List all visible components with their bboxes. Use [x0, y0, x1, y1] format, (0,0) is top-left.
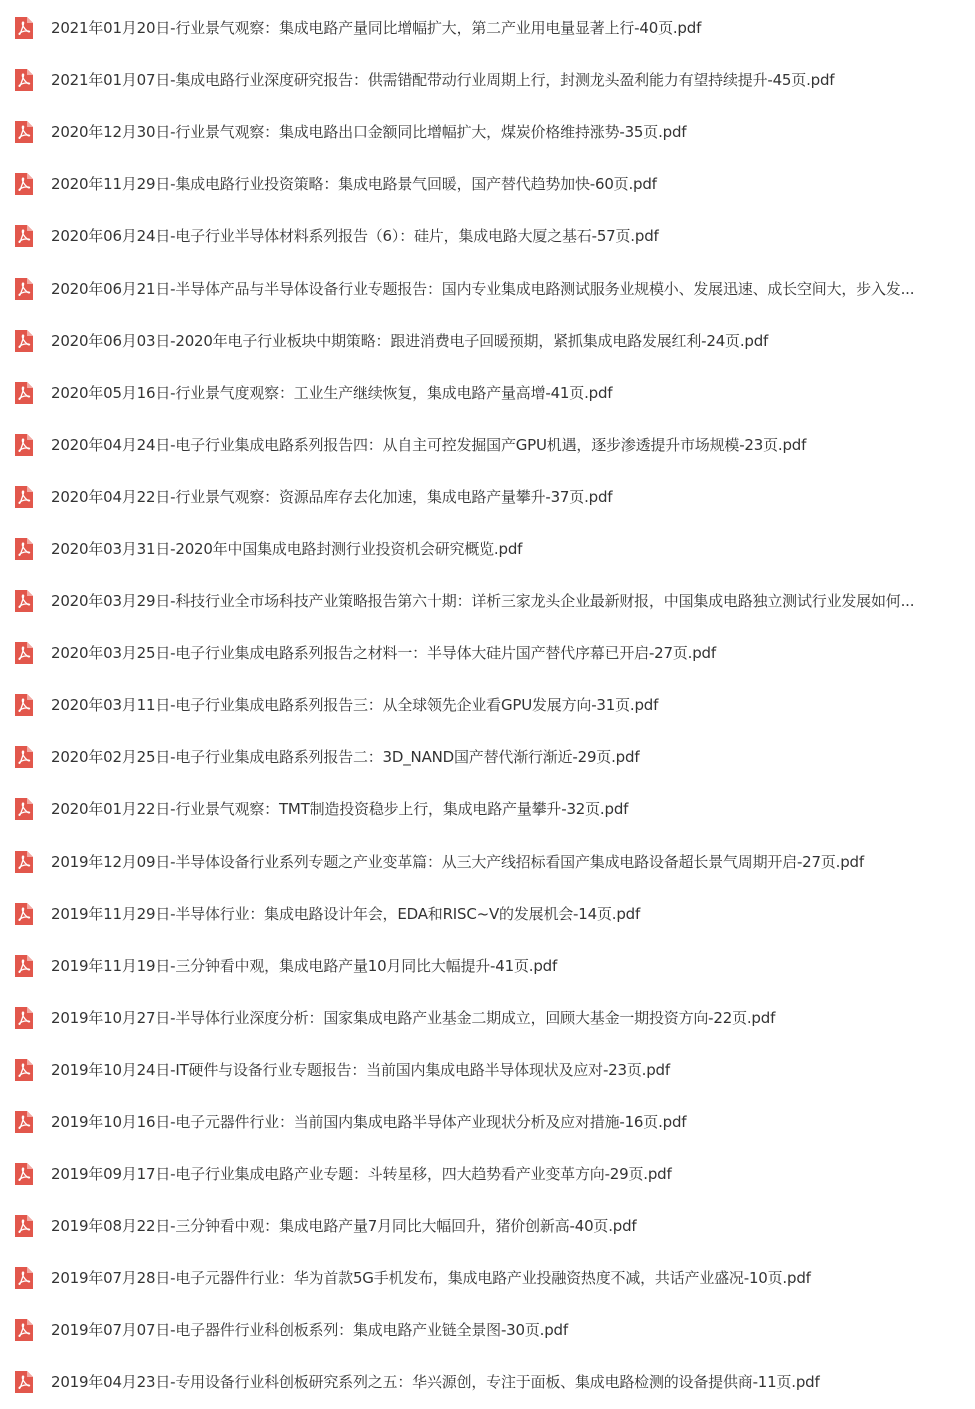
file-name[interactable]: 2020年05月16日-行业景气度观察：工业生产继续恢复，集成电路产量高增-41页.pdf [51, 383, 613, 402]
file-row[interactable] [0, 1096, 975, 1148]
file-name[interactable]: 2020年03月31日-2020年中国集成电路封测行业投资机会研究概览.pdf [51, 539, 523, 558]
pdf-file-icon [12, 1110, 36, 1134]
pdf-file-icon [12, 797, 36, 821]
pdf-file-icon [12, 1370, 36, 1394]
file-row[interactable] [0, 679, 975, 731]
file-row[interactable] [0, 1304, 975, 1356]
file-row[interactable] [0, 1148, 975, 1200]
file-name[interactable]: 2020年06月03日-2020年电子行业板块中期策略：跟进消费电子回暖预期，紧抓集成电路发展红利-24页.pdf [51, 331, 769, 350]
file-name[interactable]: 2020年03月29日-科技行业全市场科技产业策略报告第六十期：详析三家龙头企业最新财报，中国集成电路独立测试行业发展如何... [51, 592, 915, 611]
pdf-file-icon [12, 745, 36, 769]
file-row[interactable] [0, 523, 975, 575]
file-name[interactable]: 2020年06月21日-半导体产品与半导体设备行业专题报告：国内专业集成电路测试服务业规模小、发展迅速、成长空间大，步入发... [51, 279, 915, 298]
pdf-file-icon [12, 1266, 36, 1290]
file-name[interactable]: 2019年10月16日-电子元器件行业：当前国内集成电路半导体产业现状分析及应对措施-16页.pdf [51, 1113, 687, 1132]
file-row[interactable] [0, 1044, 975, 1096]
file-row[interactable] [0, 419, 975, 471]
file-name[interactable]: 2020年03月11日-电子行业集成电路系列报告三：从全球领先企业看GPU发展方向-31页.pdf [51, 696, 659, 715]
file-name[interactable]: 2019年11月29日-半导体行业：集成电路设计年会，EDA和RISC~V的发展机会-14页.pdf [51, 904, 641, 923]
file-row[interactable] [0, 210, 975, 262]
pdf-file-icon [12, 277, 36, 301]
file-name[interactable]: 2020年01月22日-行业景气观察：TMT制造投资稳步上行，集成电路产量攀升-32页.pdf [51, 800, 629, 819]
file-name[interactable]: 2019年12月09日-半导体设备行业系列专题之产业变革篇：从三大产线招标看国产集成电路设备超长景气周期开启-27页.pdf [51, 852, 864, 871]
pdf-file-icon [12, 172, 36, 196]
pdf-file-icon [12, 1162, 36, 1186]
pdf-file-icon [12, 433, 36, 457]
file-name[interactable]: 2020年03月25日-电子行业集成电路系列报告之材料一：半导体大硅片国产替代序幕已开启-27页.pdf [51, 644, 716, 663]
file-row[interactable] [0, 575, 975, 627]
file-row[interactable] [0, 836, 975, 888]
file-name[interactable]: 2019年04月23日-专用设备行业科创板研究系列之五：华兴源创，专注于面板、集成电路检测的设备提供商-11页.pdf [51, 1373, 820, 1392]
pdf-file-icon [12, 485, 36, 509]
file-row[interactable] [0, 106, 975, 158]
pdf-file-icon [12, 641, 36, 665]
file-row[interactable] [0, 1252, 975, 1304]
pdf-file-icon [12, 329, 36, 353]
file-row[interactable] [0, 888, 975, 940]
file-row[interactable] [0, 783, 975, 835]
file-row[interactable] [0, 940, 975, 992]
file-name[interactable]: 2020年06月24日-电子行业半导体材料系列报告（6）：硅片，集成电路大厦之基石-57页.pdf [51, 227, 659, 246]
file-name[interactable]: 2019年10月24日-IT硬件与设备行业专题报告：当前国内集成电路半导体现状及应对-23页.pdf [51, 1060, 670, 1079]
file-name[interactable]: 2020年04月22日-行业景气观察：资源品库存去化加速，集成电路产量攀升-37页.pdf [51, 487, 613, 506]
file-row[interactable] [0, 315, 975, 367]
file-name[interactable]: 2019年08月22日-三分钟看中观：集成电路产量7月同比大幅回升，猪价创新高-40页.pdf [51, 1217, 637, 1236]
file-name[interactable]: 2019年09月17日-电子行业集成电路产业专题：斗转星移，四大趋势看产业变革方向-29页.pdf [51, 1165, 672, 1184]
pdf-file-icon [12, 16, 36, 40]
pdf-file-icon [12, 902, 36, 926]
file-name[interactable]: 2019年11月19日-三分钟看中观，集成电路产量10月同比大幅提升-41页.pdf [51, 956, 558, 975]
file-row[interactable] [0, 627, 975, 679]
file-row[interactable] [0, 992, 975, 1044]
pdf-file-icon [12, 120, 36, 144]
file-row[interactable] [0, 262, 975, 314]
file-name[interactable]: 2019年07月28日-电子元器件行业：华为首款5G手机发布，集成电路产业投融资热度不减，共话产业盛况-10页.pdf [51, 1269, 811, 1288]
pdf-file-icon [12, 224, 36, 248]
file-row[interactable] [0, 1356, 975, 1408]
file-row[interactable] [0, 2, 975, 54]
pdf-file-icon [12, 1058, 36, 1082]
pdf-file-icon [12, 537, 36, 561]
file-name[interactable]: 2020年04月24日-电子行业集成电路系列报告四：从自主可控发掘国产GPU机遇，逐步渗透提升市场规模-23页.pdf [51, 435, 807, 454]
file-row[interactable] [0, 54, 975, 106]
pdf-file-icon [12, 850, 36, 874]
file-name[interactable]: 2020年02月25日-电子行业集成电路系列报告二：3D_NAND国产替代渐行渐近-29页.pdf [51, 748, 640, 767]
file-row[interactable] [0, 367, 975, 419]
file-row[interactable] [0, 1200, 975, 1252]
pdf-file-icon [12, 693, 36, 717]
file-name[interactable]: 2020年11月29日-集成电路行业投资策略：集成电路景气回暖，国产替代趋势加快-60页.pdf [51, 175, 657, 194]
pdf-file-icon [12, 1318, 36, 1342]
file-row[interactable] [0, 158, 975, 210]
file-name[interactable]: 2021年01月07日-集成电路行业深度研究报告：供需错配带动行业周期上行，封测龙头盈利能力有望持续提升-45页.pdf [51, 71, 835, 90]
file-row[interactable] [0, 731, 975, 783]
pdf-file-icon [12, 1214, 36, 1238]
file-name[interactable]: 2020年12月30日-行业景气观察：集成电路出口金额同比增幅扩大，煤炭价格维持涨势-35页.pdf [51, 123, 687, 142]
pdf-file-icon [12, 68, 36, 92]
pdf-file-icon [12, 589, 36, 613]
file-name[interactable]: 2019年07月07日-电子器件行业科创板系列：集成电路产业链全景图-30页.pdf [51, 1321, 568, 1340]
pdf-file-icon [12, 954, 36, 978]
file-name[interactable]: 2019年10月27日-半导体行业深度分析：国家集成电路产业基金二期成立，回顾大基金一期投资方向-22页.pdf [51, 1008, 776, 1027]
pdf-file-icon [12, 1006, 36, 1030]
file-row[interactable] [0, 471, 975, 523]
pdf-file-icon [12, 381, 36, 405]
file-name[interactable]: 2021年01月20日-行业景气观察：集成电路产量同比增幅扩大，第二产业用电量显著上行-40页.pdf [51, 19, 702, 38]
